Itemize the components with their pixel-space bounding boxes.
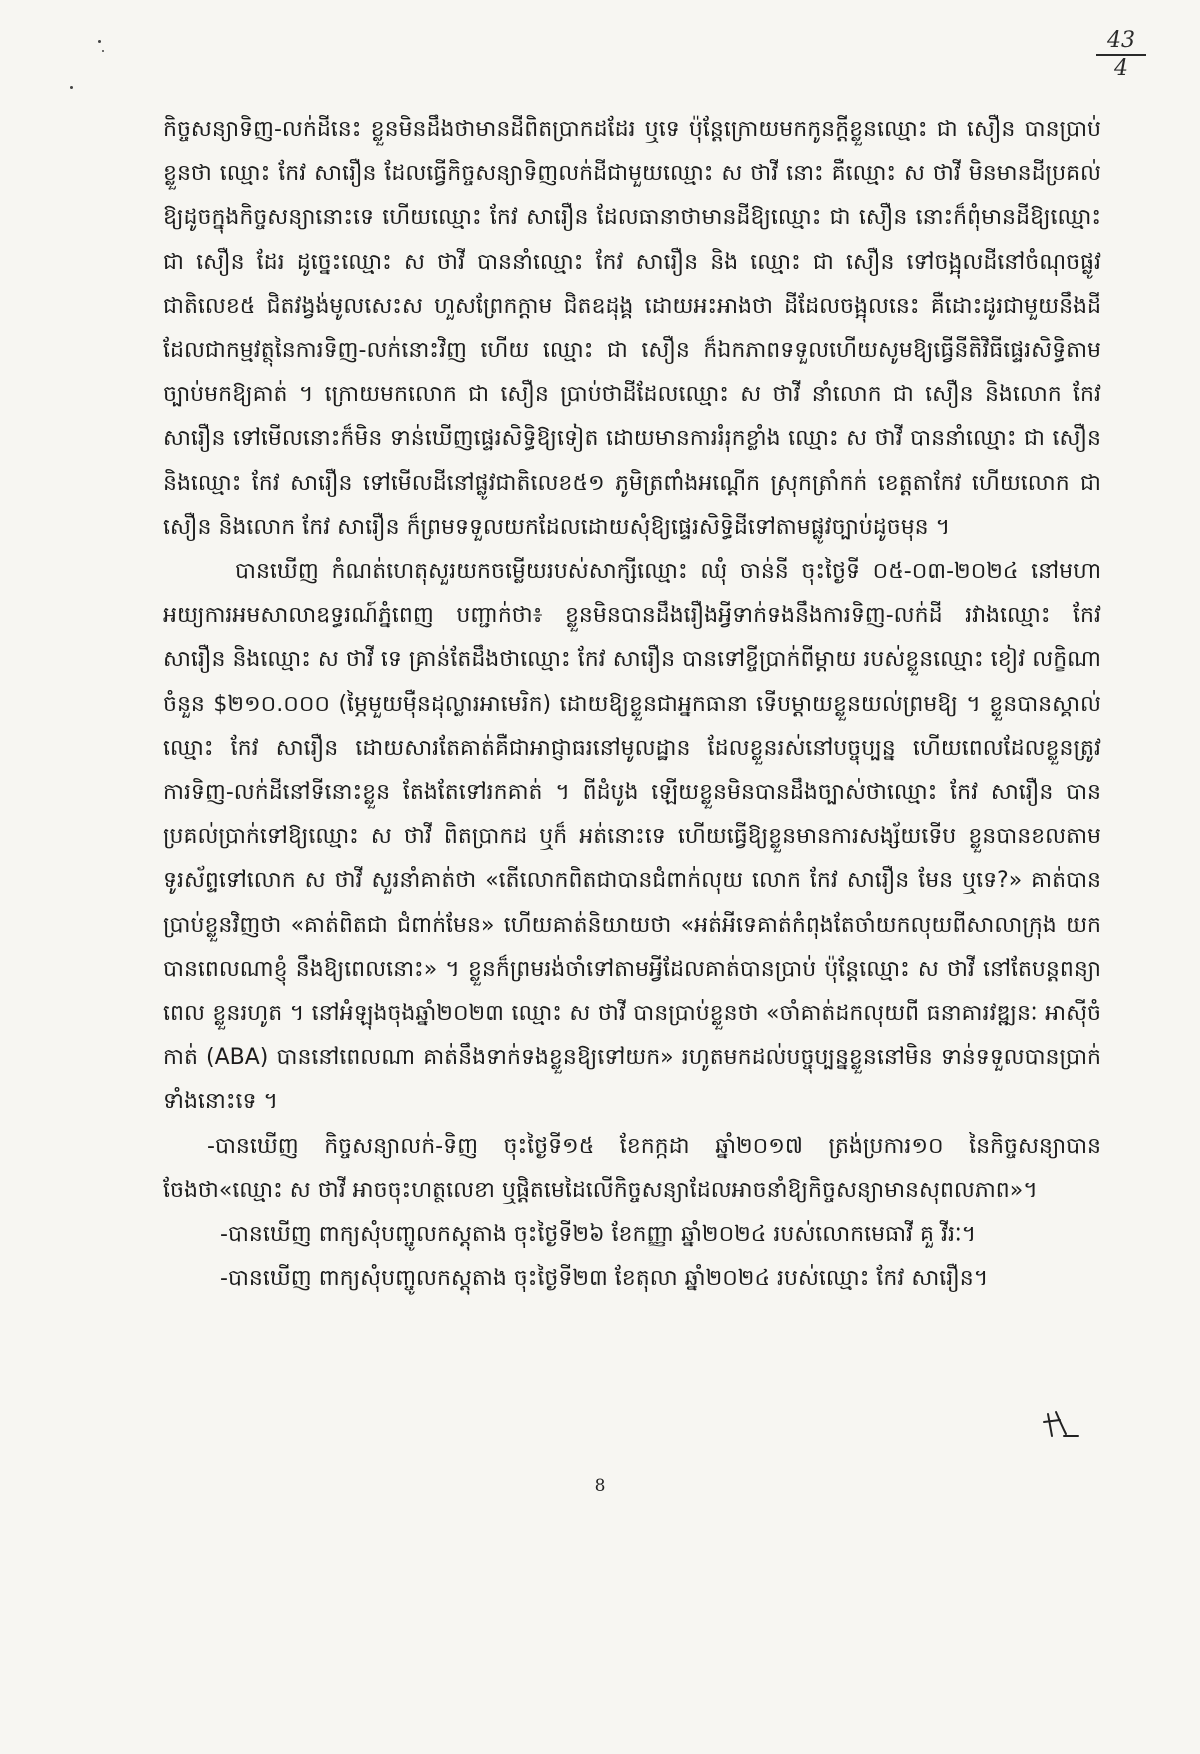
- scan-speck: [70, 86, 73, 89]
- handwritten-page-reference: [1096, 30, 1146, 80]
- scan-speck: [102, 50, 104, 52]
- paragraph-evidence-request-lawyer: -បានឃើញ ពាក្យសុំបញ្ចូលកស្តុតាង ចុះថ្ងៃទី២៦ ខែកញ្ញា ឆ្នាំ២០២៤ របស់លោកមេធាវី គួ វីរៈ។: [220, 1222, 977, 1248]
- initials-signature: [1042, 1406, 1082, 1442]
- paragraph-land-contract-account: កិច្ចសន្យាទិញ-លក់ដីនេះ ខ្លួនមិនដឹងថាមានដីពិតប្រាកដដែរ ឬទេ ប៉ុន្តែក្រោយមកកូនក្តីខ្លួនឈ្មោះ ជា សឿន បានប្រាប់ខ្លួនថា ឈ្មោះ កែវ សារឿន ដែលធ្វើកិច្ចសន្យាទិញលក់ដីជាមួយឈ្មោះ ស ថាវី នោះ គឺឈ្មោះ ស ថាវី មិនមានដីប្រគល់ឱ្យដូចក្នុងកិច្ចសន្យានោះទេ ហើយឈ្មោះ កែវ សារឿន ដែលធានាថាមានដីឱ្យឈ្មោះ ជា សឿន នោះក៏ពុំមានដីឱ្យឈ្មោះ ជា សឿន ដែរ ដូច្នេះឈ្មោះ ស ថាវី បាននាំឈ្មោះ កែវ សារឿន និង ឈ្មោះ ជា សឿន ទៅចង្អុលដីនៅចំណុចផ្លូវជាតិលេខ៥ ជិតវង្វង់មូលសេះស ហួសព្រែកក្តាម ជិតឧដុង្គ ដោយអះអាងថា ដីដែលចង្អុលនេះ គឺដោះដូរជាមួយនឹងដីដែលជាកម្មវត្ថុនៃការទិញ-លក់នោះវិញ ហើយ ឈ្មោះ ជា សឿន ក៏ឯកភាពទទួលហើយសូមឱ្យធ្វើនីតិវិធីផ្ទេរសិទ្ធិតាមច្បាប់មកឱ្យគាត់ ។ ក្រោយមកលោក ជា សឿន ប្រាប់ថាដីដែលឈ្មោះ ស ថាវី នាំលោក ជា សឿន និងលោក កែវ សារឿន ទៅមើលនោះក៏មិន ទាន់ឃើញផ្ទេរសិទ្ធិឱ្យទៀត ដោយមានការរំរុកខ្លាំង ឈ្មោះ ស ថាវី បាននាំឈ្មោះ ជា សឿន និងឈ្មោះ កែវ សារឿន ទៅមើលដីនៅផ្លូវជាតិលេខ៥១ ភូមិត្រពាំងអណ្តើក ស្រុកត្រាំកក់ ខេត្តតាកែវ ហើយលោក ជា សឿន និងលោក កែវ សារឿន ក៏ព្រមទទួលយកដែលដោយសុំឱ្យផ្ទេរសិទ្ធិដីទៅតាមផ្លូវច្បាប់ដូចមុន ។: [163, 117, 1101, 540]
- paragraph-evidence-request-party: -បានឃើញ ពាក្យសុំបញ្ចូលកស្តុតាង ចុះថ្ងៃទី២៣ ខែតុលា ឆ្នាំ២០២៤ របស់ឈ្មោះ កែវ សារឿន។: [220, 1266, 989, 1292]
- document-body: [163, 108, 1101, 1301]
- paragraph-witness-statement: បានឃើញ កំណត់ហេតុសួរយកចម្លើយរបស់សាក្សីឈ្មោះ ឈុំ ចាន់នី ចុះថ្ងៃទី ០៥-០៣-២០២៤ នៅមហាអយ្យការអមសាលាឧទ្ធរណ៍ភ្នំពេញ បញ្ជាក់ថា៖ ខ្លួនមិនបានដឹងរឿងអ្វីទាក់ទងនឹងការទិញ-លក់ដី រវាងឈ្មោះ កែវ សារឿន និងឈ្មោះ ស ថាវី ទេ គ្រាន់តែដឹងថាឈ្មោះ កែវ សារឿន បានទៅខ្ចីប្រាក់ពីម្តាយ របស់ខ្លួនឈ្មោះ ខៀវ លក្ខិណា ចំនួន $២១០.០០០ (ម្ភៃមួយម៉ឺនដុល្លារអាមេរិក) ដោយឱ្យខ្លួនជាអ្នកធានា ទើបម្តាយខ្លួនយល់ព្រមឱ្យ ។ ខ្លួនបានស្គាល់ឈ្មោះ កែវ សារឿន ដោយសារតែគាត់គឺជាអាជ្ញាធរនៅមូលដ្ឋាន ដែលខ្លួនរស់នៅបច្ចុប្បន្ន ហើយពេលដែលខ្លួនត្រូវការទិញ-លក់ដីនៅទីនោះខ្លួន តែងតែទៅរកគាត់ ។ ពីដំបូង ឡើយខ្លួនមិនបានដឹងច្បាស់ថាឈ្មោះ កែវ សារឿន បានប្រគល់ប្រាក់ទៅឱ្យឈ្មោះ ស ថាវី ពិតប្រាកដ ឬក៏ អត់នោះទេ ហើយធ្វើឱ្យខ្លួនមានការសង្ស័យទើប ខ្លួនបានខលតាមទូរស័ព្ទទៅលោក ស ថាវី សួរនាំគាត់ថា «តើលោកពិតជាបានជំពាក់លុយ លោក កែវ សារឿន មែន ឬទេ?» គាត់បានប្រាប់ខ្លួនវិញថា «គាត់ពិតជា ជំពាក់មែន» ហើយគាត់និយាយថា «អត់អីទេគាត់កំពុងតែចាំយកលុយពីសាលាក្រុង យកបានពេលណាខ្ញុំ នឹងឱ្យពេលនោះ» ។ ខ្លួនក៏ព្រមរង់ចាំទៅតាមអ្វីដែលគាត់បានប្រាប់ ប៉ុន្តែឈ្មោះ ស ថាវី នៅតែបន្តពន្យាពេល ខ្លួនរហូត ។ នៅអំឡុងចុងឆ្នាំ២០២៣ ឈ្មោះ ស ថាវី បានប្រាប់ខ្លួនថា «ចាំគាត់ដកលុយពី ធនាគារវឌ្ឍនៈ អាស៊ីចំកាត់ (ABA) បាននៅពេលណា គាត់នឹងទាក់ទងខ្លួនឱ្យទៅយក» រហូតមកដល់បច្ចុប្បន្នខ្លួននៅមិន ទាន់ទទួលបានប្រាក់ទាំងនោះទេ ។: [163, 559, 1101, 1115]
- scan-speck: [98, 40, 101, 43]
- paragraph-contract-clause: -បានឃើញ កិច្ចសន្យាលក់-ទិញ ចុះថ្ងៃទី១៥ ខែកក្កដា ឆ្នាំ២០១៧ ត្រង់ប្រការ១០ នៃកិច្ចសន្យាបាន ចែងថា«ឈ្មោះ ស ថាវី អាចចុះហត្ថលេខា ឬផ្តិតមេដៃលើកិច្ចសន្យាដែលអាចនាំឱ្យកិច្ចសន្យាមានសុពលភាព»។: [163, 1133, 1101, 1203]
- handwritten-page-denominator: 4: [1114, 56, 1128, 81]
- page-number: 8: [594, 1476, 606, 1496]
- handwritten-page-numerator: 43: [1096, 30, 1146, 56]
